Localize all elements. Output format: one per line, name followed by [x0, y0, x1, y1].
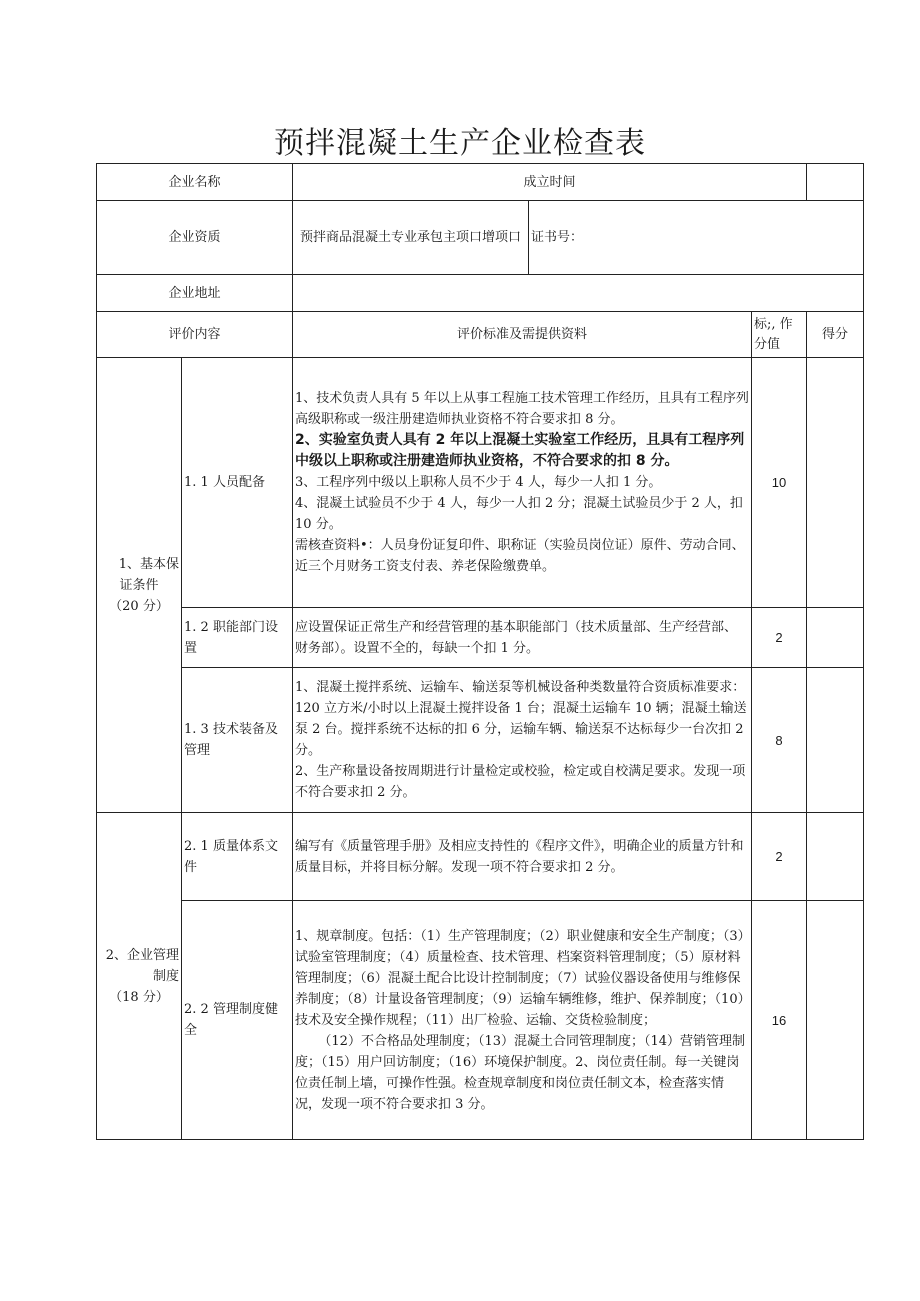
criteria-line: 编写有《质量管理手册》及相应支持性的《程序文件》，明确企业的质量方针和质量目标，并将目标分解。发现一项不符合要求扣 2 分。: [295, 838, 744, 875]
item-criteria: [293, 358, 752, 608]
item-name: 1. 1 人员配备: [182, 358, 293, 608]
section-1-label-line1: 1、基本保: [118, 556, 179, 572]
criteria-line: 1、混凝土搅拌系统、运输车、输送泵等机械设备种类数量符合资质标准要求：120 立方米/小时以上混凝土搅拌设备 1 台；混凝土运输车 10 辆；混凝土输送泵 2 台。搅拌系统不达标的扣 6 分，运输车辆、输送泵不达标每少一台次扣 2 分。: [295, 680, 747, 758]
item-name: 2. 2 管理制度健全: [182, 901, 293, 1140]
established-value[interactable]: [807, 164, 864, 201]
certificate-label: 证书号：: [529, 201, 864, 275]
criteria-line: 3、工程序列中级以上职称人员不少于 4 人，每少一人扣 1 分。: [295, 475, 662, 490]
page-title: 预拌混凝土生产企业检查表: [274, 126, 646, 161]
section-2-label: [97, 813, 182, 1140]
item-name: 1. 2 职能部门设置: [182, 608, 293, 668]
item-name: 1. 3 技术装备及管理: [182, 668, 293, 813]
address-value[interactable]: [293, 275, 864, 312]
section-1-label: [97, 358, 182, 813]
criteria-line: 1、规章制度。包括：（1）生产管理制度；（2）职业健康和安全生产制度；（3）试验室管理制度；（4）质量检查、技术管理、档案资料管理制度；（5）原材料管理制度；（6）混凝土配合比设计控制制度；（7）试验仪器设备使用与维修保养制度；（8）计量设备管理制度；（9）运输车辆维修，维护、保养制度；（10）技术及安全操作规程；（11）出厂检验、运输、交货检验制度；: [295, 928, 745, 1028]
item-criteria: [293, 901, 752, 1140]
table-row: [97, 608, 864, 668]
section-2-label-line2: 制度: [152, 968, 179, 984]
score-cell[interactable]: [807, 813, 864, 901]
score-cell[interactable]: [807, 358, 864, 608]
standard-score: 10: [752, 358, 807, 608]
section-2-label-line1: 2、企业管理: [105, 947, 179, 963]
established-label: 成立时间: [293, 164, 807, 201]
criteria-line: 2、生产称量设备按周期进行计量检定或校验，检定或自校满足要求。发现一项不符合要求扣 2 分。: [295, 764, 746, 800]
criteria-line: 1、技术负责人具有 5 年以上从事工程施工技术管理工作经历，且具有工程序列高级职称或一级注册建造师执业资格不符合要求扣 8 分。: [295, 391, 749, 427]
criteria-line: 应设置保证正常生产和经营管理的基本职能部门（技术质量部、生产经营部、财务部）。设置不全的，每缺一个扣 1 分。: [295, 619, 738, 656]
section-1-label-line3: （20 分）: [109, 598, 169, 614]
standard-score: 8: [752, 668, 807, 813]
qualification-row: [97, 201, 864, 275]
company-name-label: 企业名称: [97, 164, 293, 201]
address-label: 企业地址: [97, 275, 293, 312]
table-row: [97, 901, 864, 1140]
criteria-line: 4、混凝土试验员不少于 4 人，每少一人扣 2 分；混凝土试验员少于 2 人，扣 10 分。: [295, 496, 743, 532]
item-criteria: [293, 668, 752, 813]
qualification-value: 预拌商品混凝土专业承包主项口增项口: [293, 201, 529, 275]
section-2-label-line3: （18 分）: [109, 989, 169, 1005]
inspection-table: [96, 163, 864, 1140]
address-row: [97, 275, 864, 312]
standard-score: 2: [752, 813, 807, 901]
section-1-label-line2: 证条件: [119, 577, 159, 593]
table-row: [97, 813, 864, 901]
column-header-row: [97, 312, 864, 358]
score-cell[interactable]: [807, 668, 864, 813]
item-criteria: [293, 813, 752, 901]
item-criteria: [293, 608, 752, 668]
criteria-line: （12）不合格品处理制度；（13）混凝土合同管理制度；（14）营销管理制度；（15）用户回访制度；（16）环境保护制度。2、岗位责任制。每一关键岗位责任制上墙，可操作性强。检查规章制度和岗位责任制文本，检查落实情况，发现一项不符合要求扣 3 分。: [295, 1033, 746, 1112]
criteria-line: 需核查资料•：人员身份证复印件、职称证（实验员岗位证）原件、劳动合同、近三个月财务工资支付表、养老保险缴费单。: [295, 538, 745, 574]
table-row: [97, 358, 864, 608]
score-cell[interactable]: [807, 608, 864, 668]
col-standard-score-header: 标;, 作分值: [752, 312, 807, 358]
score-cell[interactable]: [807, 901, 864, 1140]
item-name: 2. 1 质量体系文件: [182, 813, 293, 901]
col-content-header: 评价内容: [97, 312, 293, 358]
qualification-label: 企业资质: [97, 201, 293, 275]
criteria-line: 2、实验室负责人具有 2 年以上混凝土实验室工作经历，且具有工程序列中级以上职称或注册建造师执业资格，不符合要求的扣 8 分。: [295, 432, 745, 469]
standard-score: 2: [752, 608, 807, 668]
col-criteria-header: 评价标准及需提供资料: [293, 312, 752, 358]
company-name-row: [97, 164, 864, 201]
col-score-header: 得分: [807, 312, 864, 358]
table-row: [97, 668, 864, 813]
standard-score: 16: [752, 901, 807, 1140]
